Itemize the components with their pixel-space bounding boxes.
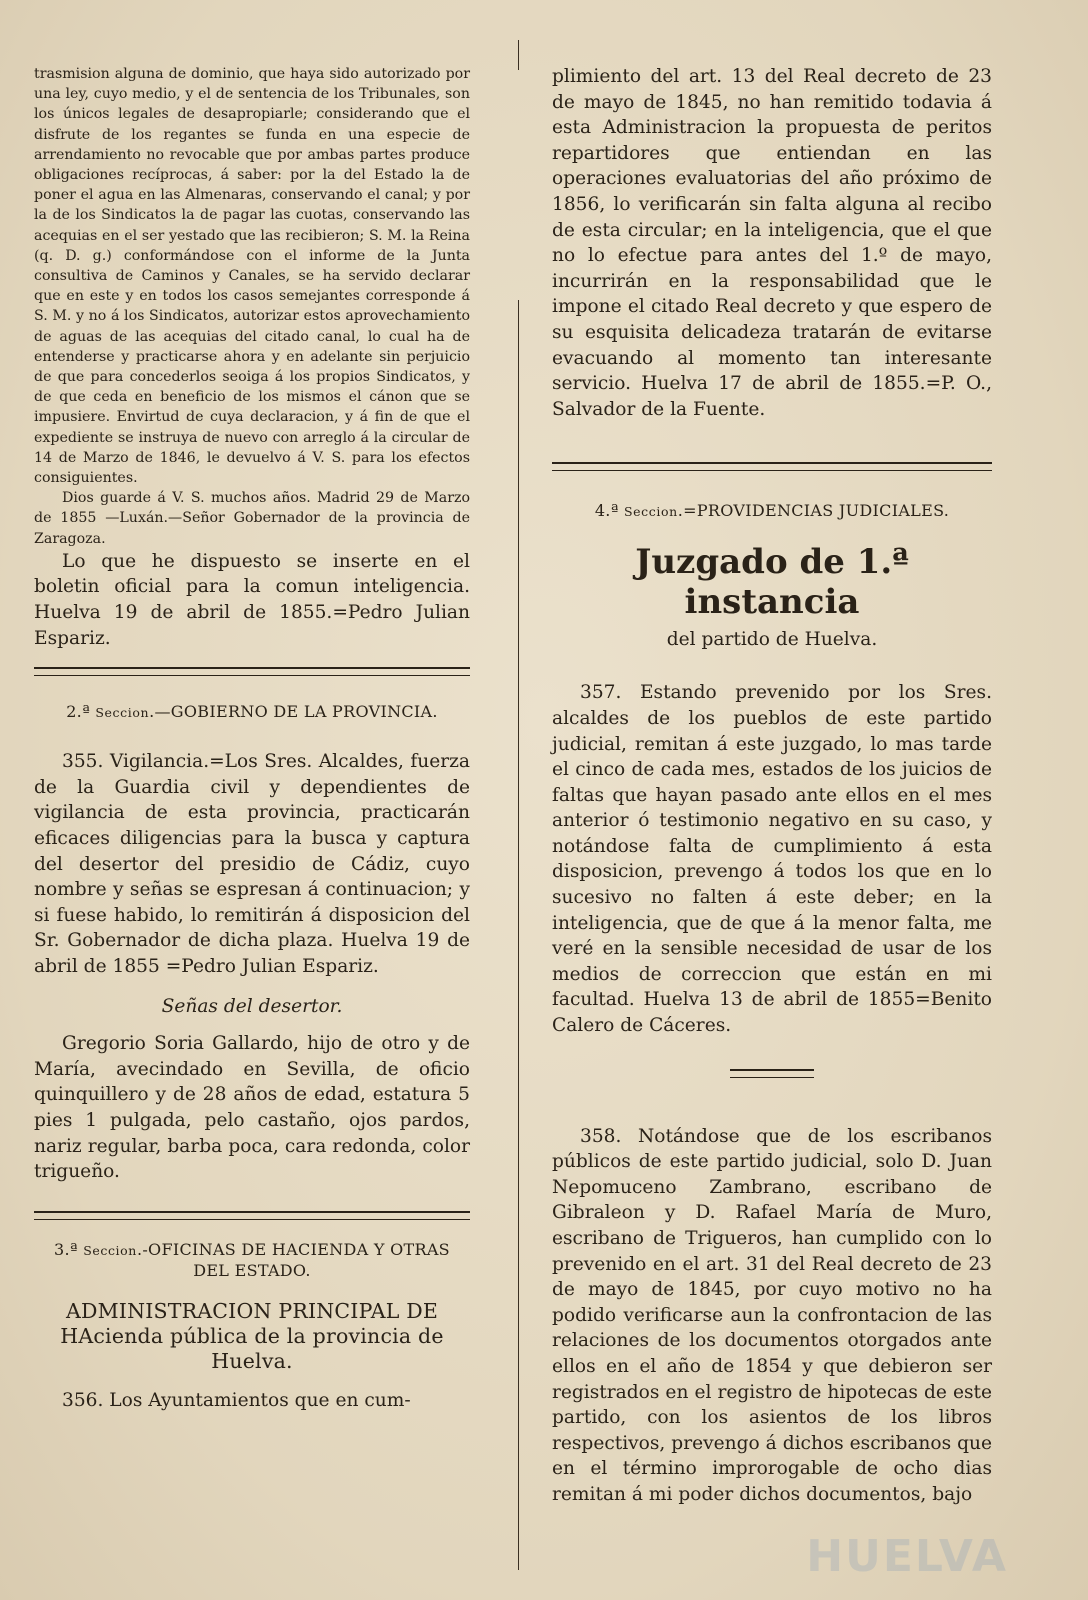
senas-title: Señas del desertor. [161, 995, 343, 1017]
right-column [552, 64, 992, 1508]
article-357: 357. Estando prevenido por los Sres. alcaldes de los pueblos de este partido judicial, remitan á este juzgado, lo mas tarde el cinco de cada mes, estados de los juicios de faltas que hayan pasado ante ellos en el mes anterior ó testimonio negativo en su caso, y notándose falta de cumplimiento á esta disposicion, prevengo á todos los que en lo sucesivo no falten á este deber; en la inteligencia, que de que á la menor falta, me veré en la sensible necesidad de usar de los medios de correccion que están en mi facultad. Huelva 13 de abril de 1855=Benito Calero de Cáceres. [552, 682, 992, 1037]
column-divider [518, 300, 519, 1570]
watermark-logo: HUELVA [806, 1531, 1008, 1582]
separator-rule [34, 667, 470, 676]
separator-rule [34, 1211, 470, 1220]
separator-rule-short [730, 1069, 814, 1078]
senas-paragraph: Gregorio Soria Gallardo, hijo de otro y de María, avecindado en Sevilla, de oficio quinquillero y de 28 años de edad, estatura 5 pies 1 pulgada, pelo castaño, ojos pardos, nariz regular, barba poca, cara redonda, color trigueño. [34, 1033, 470, 1183]
administracion-title: ADMINISTRACION PRINCIPAL DE HAcienda pública de la provincia de Huelva. [60, 1298, 444, 1373]
partido-subheading: del partido de Huelva. [666, 629, 878, 651]
column-divider-top [518, 40, 519, 70]
section-3-heading: 3.ª Seccion.-OFICINAS DE HACIENDA Y OTRAS DEL ESTADO. [54, 1239, 450, 1280]
juzgado-heading: Juzgado de 1.ª instancia [635, 542, 909, 623]
lo-que-paragraph: Lo que he dispuesto se inserte en el boletin oficial para la comun inteligencia. Huelva 19 de abril de 1855.=Pedro Julian Espariz. [34, 550, 470, 649]
article-354-continued: trasmision alguna de dominio, que haya sido autorizado por una ley, cuyo medio, y el de sentencia de los Tribunales, son los únicos legales de desapropiarle; considerando que el disfrute de los regantes se funda en una especie de arrendamiento no revocable que por ambas partes produce obligaciones recíprocas, á saber: por la del Estado la de poner el agua en las Almenaras, conservando el canal; y por la de los Sindicatos la de pagar las cuotas, conservando las acequias en el ser yestado que las recibieron; S. M. la Reina (q. D. g.) conformándose con el informe de la Junta consultiva de Caminos y Canales, se ha servido declarar que en este y en todos los casos semejantes corresponde á S. M. y no á los Sindicatos, autorizar estos aprovechamiento de aguas de las acequias del citado canal, lo cual ha de entenderse y practicarse ahora y en adelante sin perjuicio de que para concederlos seoiga á los propios Sindicatos, y de que ceda en beneficio de los mismos el cánon que se impusiere. Envirtud de cuya declaracion, y á fin de que el expediente se instruya de nuevo con arreglo á la circular de 14 de Marzo de 1846, le devuelvo á V. S. para los efectos consiguientes. [34, 66, 470, 487]
dios-guarde-paragraph: Dios guarde á V. S. muchos años. Madrid 29 de Marzo de 1855 —Luxán.—Señor Gobernador de la provincia de Zaragoza. [34, 490, 470, 547]
article-356-continued: plimiento del art. 13 del Real decreto de 23 de mayo de 1845, no han remitido todavia á esta Administracion la propuesta de peritos repartidores que entiendan en las operaciones evaluatorias del año próximo de 1856, lo verificarán sin falta alguna al recibo de esta circular; en la inteligencia, que el que no lo efectue para antes del 1.º de mayo, incurrirán en la responsabilidad que le impone el citado Real decreto y que espero de su esquisita delicadeza tratarán de evitarse evacuando al momento tan interesante servicio. Huelva 17 de abril de 1855.=P. O., Salvador de la Fuente. [552, 66, 992, 420]
section-4-heading: 4.ª Seccion.=PROVIDENCIAS JUDICIALES. [594, 501, 950, 521]
article-358: 358. Notándose que de los escribanos públicos de este partido judicial, solo D. Juan Nepomuceno Zambrano, escribano de Gibraleon y D. Rafael María de Muro, escribano de Trigueros, han cumplido con lo prevenido en el art. 31 del Real decreto de 23 de mayo de 1845, por cuyo motivo no ha podido verificarse aun la confrontacion de las relaciones de los documentos otorgados ante ellos en el año de 1854 y que debieron ser registrados en el registro de hipotecas de este partido, con los asientos de los libros respectivos, prevengo á dichos escribanos que en el término improrogable de ocho dias remitan á mi poder dichos documentos, bajo [552, 1125, 992, 1505]
left-column [34, 64, 470, 1413]
article-356-start: 356. Los Ayuntamientos que en cum- [62, 1389, 411, 1411]
article-355: 355. Vigilancia.=Los Sres. Alcaldes, fuerza de la Guardia civil y dependientes de vigilancia de esta provincia, practicarán eficaces diligencias para la busca y captura del desertor del presidio de Cádiz, cuyo nombre y señas se espresan á continuacion; y si fuese habido, lo remitirán á disposicion del Sr. Gobernador de dicha plaza. Huelva 19 de abril de 1855 =Pedro Julian Espariz. [34, 751, 470, 977]
separator-rule [552, 462, 992, 471]
section-2-heading: 2.ª Seccion.—GOBIERNO DE LA PROVINCIA. [66, 702, 438, 722]
